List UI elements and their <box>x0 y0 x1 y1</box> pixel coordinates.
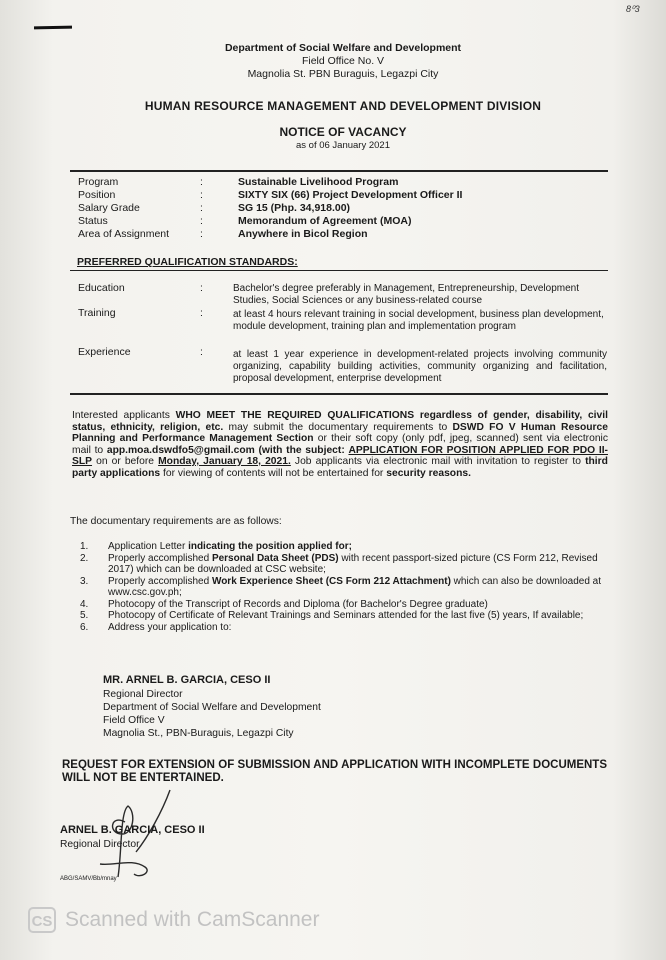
salary-grade-value: SG 15 (Php. 34,918.00) <box>238 202 351 214</box>
extension-notice: REQUEST FOR EXTENSION OF SUBMISSION AND APPLICATION WITH INCOMPLETE DOCUMENTS WILL NOT BE ENTERTAINED. <box>62 759 607 784</box>
list-item: 3. Properly accomplished Work Experience Sheet (CS Form 212 Attachment) which can also be downloaded at www.csc.gov.ph; <box>80 575 602 598</box>
qualification-heading: PREFERRED QUALIFICATION STANDARDS: <box>77 256 298 268</box>
list-item: 4. Photocopy of the Transcript of Records and Diploma (for Bachelor's Degree graduate) <box>80 598 488 610</box>
addressee-office: Field Office V <box>103 715 165 726</box>
signatory-name: ARNEL B. GARCIA, CESO II <box>60 824 205 836</box>
salary-grade-label: Salary Grade <box>78 202 140 214</box>
instr-email: app.moa.dswdfo5@gmail.com (with the subject: <box>106 444 345 456</box>
instr-4: DSWD FO V Human Resource Planning and Performance Management Section <box>72 421 608 444</box>
salary-grade-colon: : <box>200 202 203 214</box>
instr-13: security reasons. <box>386 467 471 479</box>
instr-subject: APPLICATION FOR POSITION APPLIED FOR PDO II- SLP <box>72 444 608 467</box>
requirements-intro: The documentary requirements are as follows: <box>70 516 282 527</box>
instr-10: Job applicants via electronic mail with invitation to register to <box>294 456 582 467</box>
camscanner-text: Scanned with CamScanner <box>65 908 320 931</box>
corner-mark: 8⁰3 <box>626 4 640 14</box>
instr-12: for viewing of contents will not be entertained for <box>163 467 384 479</box>
experience-label: Experience <box>78 346 131 358</box>
training-label: Training <box>78 307 116 319</box>
requirements-list <box>80 541 608 633</box>
top-rule <box>70 170 608 172</box>
qualification-rule <box>70 270 608 271</box>
scan-mark <box>34 26 72 30</box>
reference-initials: ABG/SAMV/Bb/mnay <box>60 876 117 882</box>
area-colon: : <box>200 228 203 240</box>
application-instructions <box>72 410 608 479</box>
signatory-title: Regional Director <box>60 839 140 850</box>
experience-value: at least 1 year experience in development-related projects involving community organizing, capability building activities, community organizing and facilitation, proposal development, enterprise development <box>233 349 607 384</box>
office-address: Magnolia St. PBN Buraguis, Legazpi City <box>247 68 439 80</box>
list-item: 1. Application Letter indicating the position applied for; <box>80 541 352 552</box>
instr-2: WHO MEET THE REQUIRED QUALIFICATIONS regardless of gender, disability, civil status, ethnicity, religion, etc. <box>72 410 608 433</box>
field-office: Field Office No. V <box>301 55 385 67</box>
area-value: Anywhere in Bicol Region <box>238 228 368 240</box>
department-name: Department of Social Welfare and Development <box>224 42 462 54</box>
position-colon: : <box>200 189 203 201</box>
camscanner-logo-icon: CS <box>28 907 56 933</box>
training-colon: : <box>200 307 203 319</box>
notice-title: NOTICE OF VACANCY <box>279 125 407 139</box>
middle-rule <box>70 393 608 395</box>
addressee-org: Department of Social Welfare and Development <box>103 702 321 713</box>
education-label: Education <box>78 282 125 294</box>
addressee-name: MR. ARNEL B. GARCIA, CESO II <box>103 674 271 686</box>
education-colon: : <box>200 282 203 294</box>
division-title: HUMAN RESOURCE MANAGEMENT AND DEVELOPMENT DIVISION <box>144 99 542 113</box>
instr-8: on or before <box>96 456 155 467</box>
area-label: Area of Assignment <box>78 228 170 240</box>
instr-1: Interested applicants <box>72 410 170 421</box>
addressee-title: Regional Director <box>103 689 183 700</box>
status-value: Memorandum of Agreement (MOA) <box>238 215 412 227</box>
camscanner-watermark <box>28 907 319 933</box>
position-label: Position <box>78 189 116 201</box>
instr-deadline: Monday, January 18, 2021. <box>158 456 291 467</box>
program-value: Sustainable Livelihood Program <box>238 176 399 188</box>
instr-11: third party applications <box>72 456 608 479</box>
program-label: Program <box>78 176 119 188</box>
position-value: SIXTY SIX (66) Project Development Officer II <box>238 189 463 201</box>
experience-colon: : <box>200 346 203 358</box>
education-value: Bachelor's degree preferably in Management, Entrepreneurship, Development Studies, Social Sciences or any business-related course <box>233 283 579 306</box>
as-of-date: as of 06 January 2021 <box>295 140 390 151</box>
program-colon: : <box>200 176 203 188</box>
addressee-address: Magnolia St., PBN-Buraguis, Legazpi City <box>103 728 294 739</box>
list-item: 2. Properly accomplished Personal Data Sheet (PDS) with recent passport-sized picture (CS Form 212, Revised 2017) which can be downloaded at CSC website; <box>80 552 598 575</box>
training-value: at least 4 hours relevant training in social development, business plan development, module development, training plan and implementation program <box>233 309 604 332</box>
list-item: 6. Address your application to: <box>80 621 232 633</box>
instr-5: or their soft copy (only pdf, jpeg, scanned) sent via electronic mail to <box>72 433 608 456</box>
list-item: 5. Photocopy of Certificate of Relevant Trainings and Seminars attended for the last five (5) years, If available; <box>80 610 584 621</box>
status-label: Status <box>78 215 108 227</box>
status-colon: : <box>200 215 203 227</box>
instr-3: may submit the documentary requirements to <box>228 421 448 433</box>
